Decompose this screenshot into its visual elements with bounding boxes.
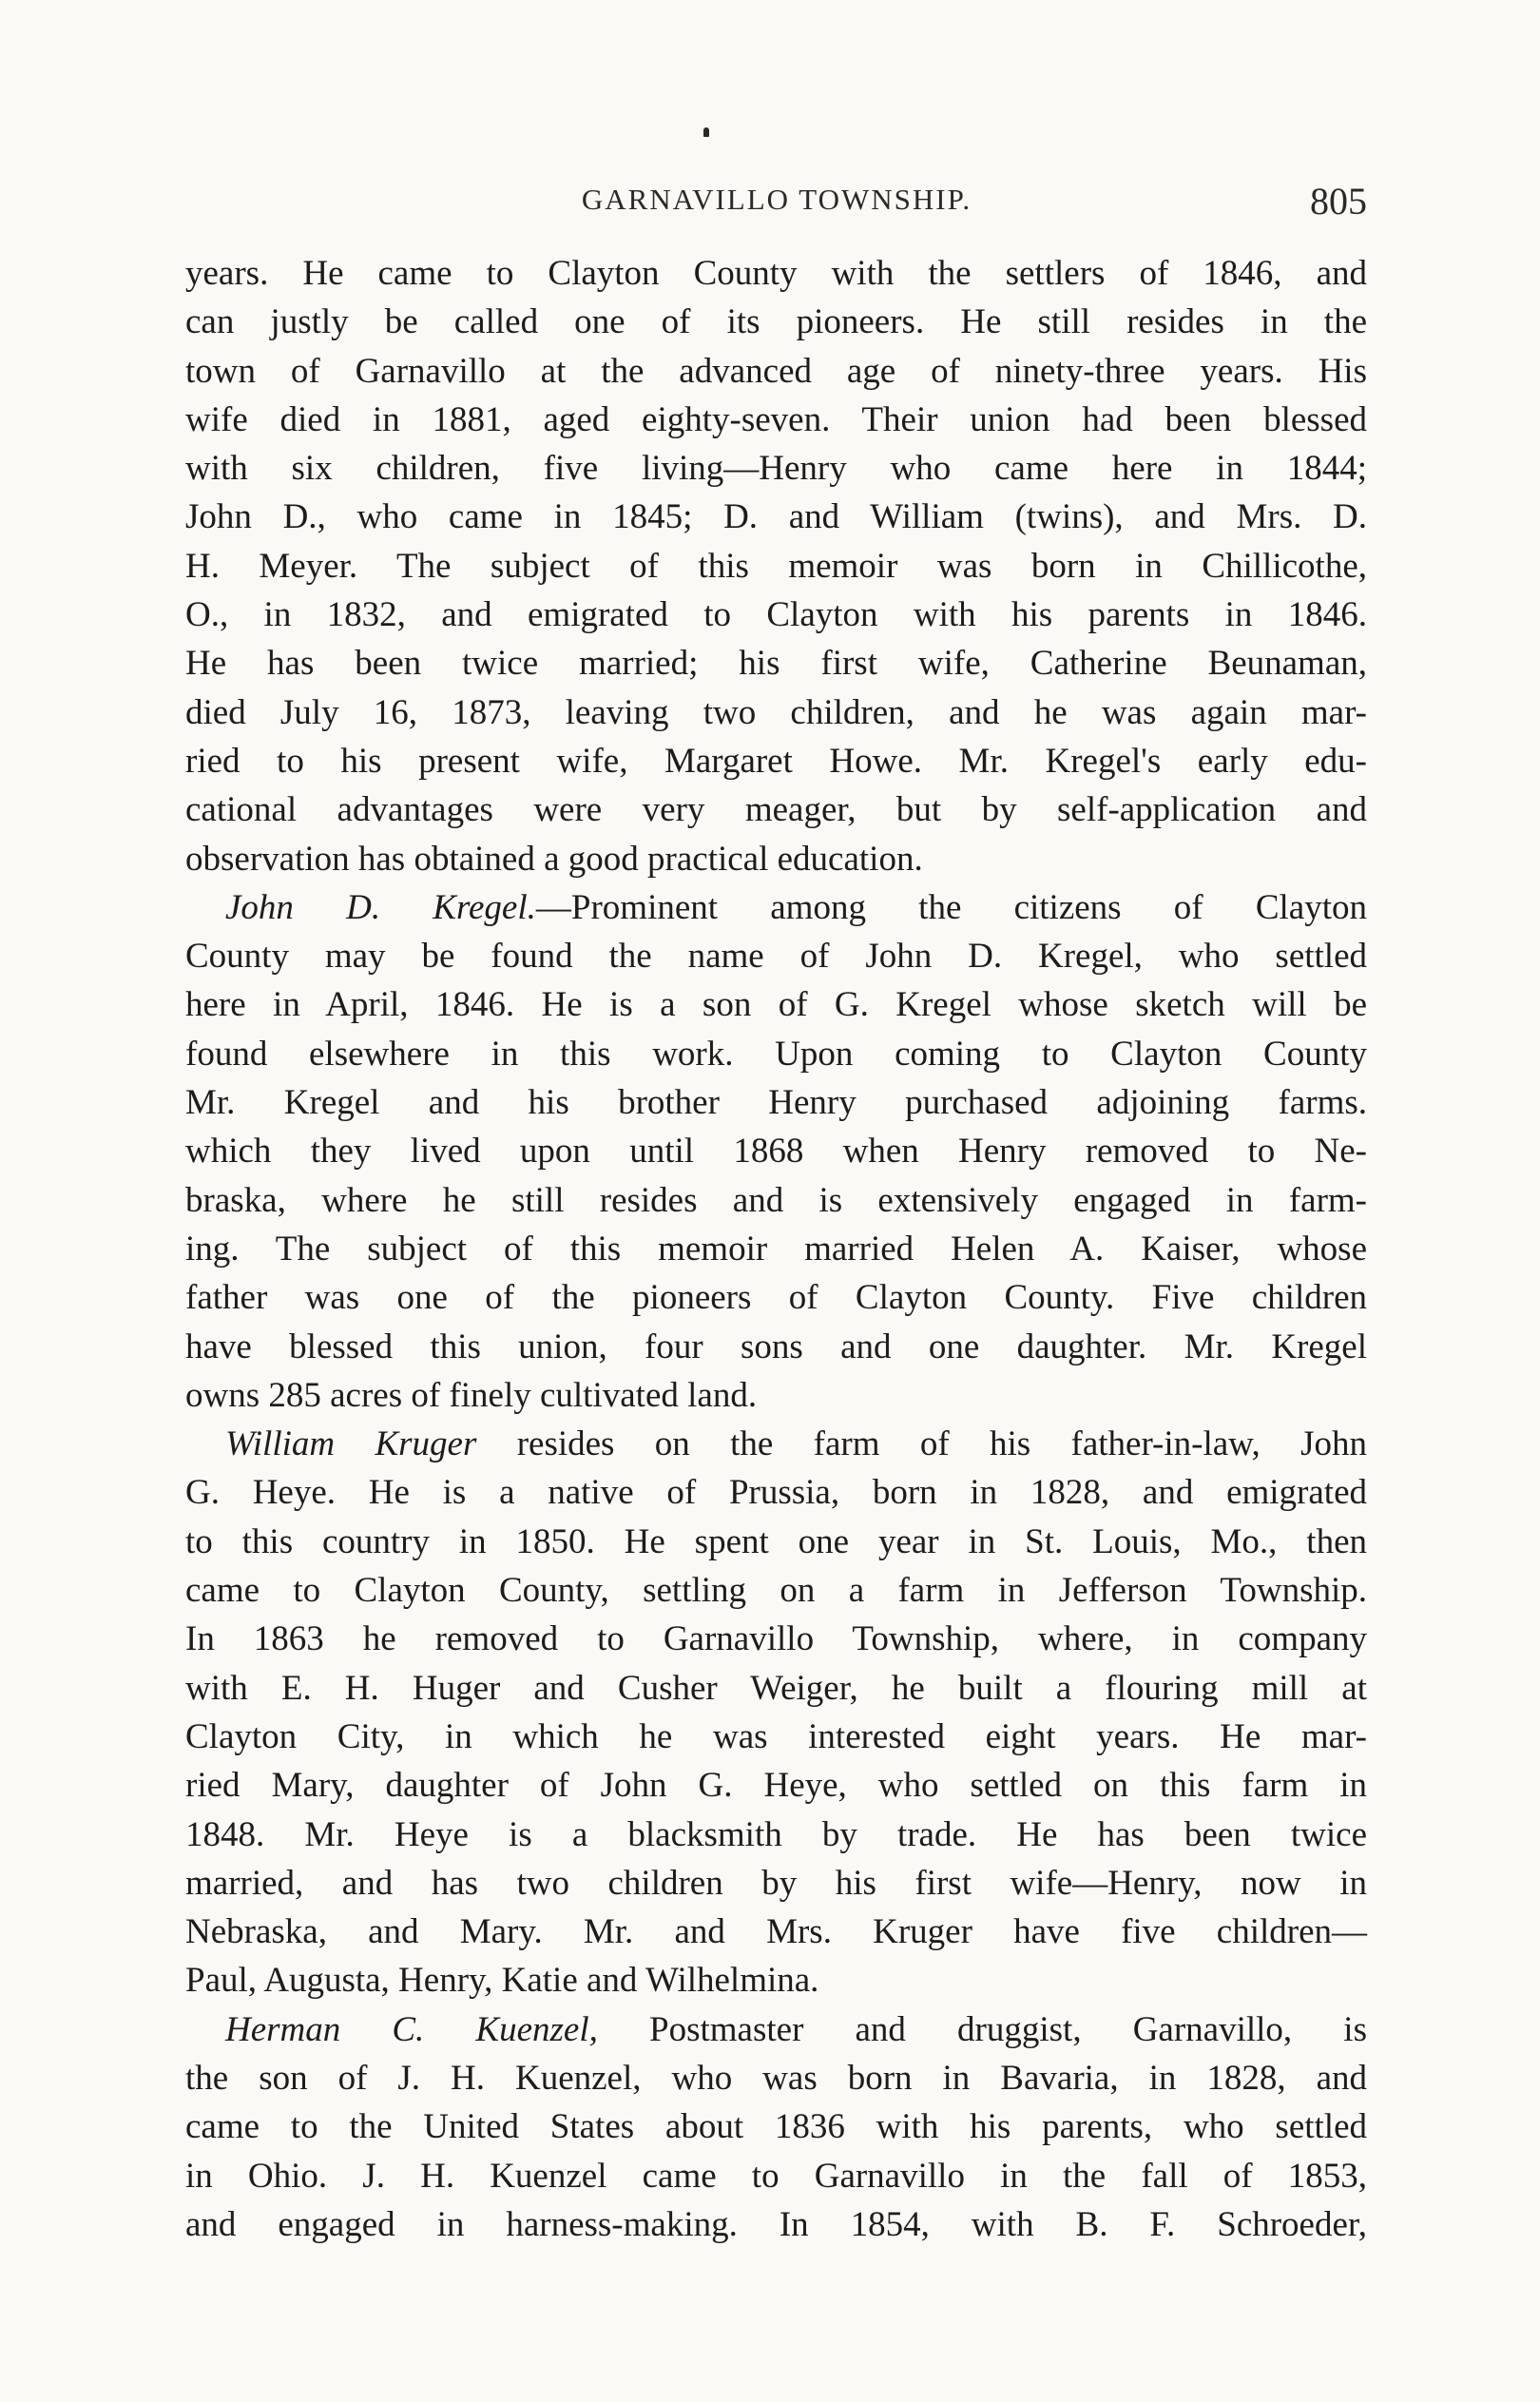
- text-line: [185, 835, 1367, 883]
- line-text: resides on the farm of his father-in-law, John: [476, 1424, 1367, 1464]
- text-line: [185, 1176, 1367, 1225]
- line-text: to this country in 1850. He spent one year in St. Louis, Mo., then: [185, 1521, 1367, 1561]
- text-line: [185, 737, 1367, 785]
- line-text: ried to his present wife, Margaret Howe. Mr. Kregel's early edu-: [185, 741, 1367, 781]
- text-line: [185, 249, 1367, 298]
- line-text: in Ohio. J. H. Kuenzel came to Garnavillo in the fall of 1853,: [185, 2156, 1367, 2196]
- line-text: years. He came to Clayton County with the settlers of 1846, and: [185, 254, 1367, 293]
- text-line: [185, 1273, 1367, 1322]
- text-line: [185, 1030, 1367, 1078]
- line-text: —Prominent among the citizens of Clayton: [535, 887, 1367, 927]
- line-text: braska, where he still resides and is extensively engaged in farm-: [185, 1180, 1367, 1220]
- text-line: [185, 1908, 1367, 1956]
- text-line: [185, 444, 1367, 493]
- running-head: [186, 179, 1367, 226]
- line-text: have blessed this union, four sons and one daughter. Mr. Kregel: [185, 1327, 1367, 1366]
- person-name: Herman C. Kuenzel,: [225, 2009, 598, 2049]
- text-line: [185, 932, 1367, 980]
- line-text: father was one of the pioneers of Clayton County. Five children: [185, 1278, 1367, 1318]
- text-line: [185, 2102, 1367, 2151]
- page-number: 805: [1310, 180, 1367, 223]
- text-line: [185, 2054, 1367, 2102]
- text-line: [185, 1371, 1367, 1420]
- line-text: died July 16, 1873, leaving two children, and he was again mar-: [185, 692, 1367, 732]
- line-text: wife died in 1881, aged eighty-seven. Their union had been blessed: [185, 399, 1367, 439]
- text-line: [185, 688, 1367, 737]
- text-line: [185, 980, 1367, 1029]
- line-text: G. Heye. He is a native of Prussia, born in 1828, and emigrated: [185, 1473, 1367, 1513]
- text-line: [185, 591, 1367, 639]
- line-text: observation has obtained a good practical education.: [185, 839, 923, 879]
- text-line: [185, 493, 1367, 541]
- text-line: [185, 1127, 1367, 1175]
- line-text: He has been twice married; his first wife, Catherine Beunaman,: [185, 644, 1367, 684]
- text-line: [185, 883, 1367, 932]
- line-text: with E. H. Huger and Cusher Weiger, he built a flouring mill at: [185, 1668, 1367, 1708]
- running-title: GARNAVILLO TOWNSHIP.: [581, 183, 972, 216]
- line-text: owns 285 acres of finely cultivated land.: [185, 1375, 758, 1415]
- line-text: came to Clayton County, settling on a farm in Jefferson Township.: [185, 1571, 1367, 1611]
- text-line: [185, 785, 1367, 834]
- line-text: Paul, Augusta, Henry, Katie and Wilhelmina.: [185, 1961, 819, 2001]
- line-text: 1848. Mr. Heye is a blacksmith by trade. He has been twice: [185, 1814, 1367, 1854]
- line-text: John D., who came in 1845; D. and William (twins), and Mrs. D.: [185, 497, 1367, 537]
- line-text: came to the United States about 1836 with his parents, who settled: [185, 2107, 1367, 2147]
- text-line: [185, 1225, 1367, 1273]
- text-line: [185, 1859, 1367, 1908]
- line-text: and engaged in harness-making. In 1854, with B. F. Schroeder,: [185, 2204, 1367, 2244]
- line-text: ing. The subject of this memoir married Helen A. Kaiser, whose: [185, 1229, 1367, 1269]
- line-text: Nebraska, and Mary. Mr. and Mrs. Kruger have five children—: [185, 1912, 1367, 1952]
- line-text: here in April, 1846. He is a son of G. Kregel whose sketch will be: [185, 985, 1367, 1025]
- line-text: with six children, five living—Henry who came here in 1844;: [185, 449, 1367, 489]
- text-line: [185, 1518, 1367, 1566]
- text-line: [185, 542, 1367, 591]
- line-text: ried Mary, daughter of John G. Heye, who settled on this farm in: [185, 1766, 1367, 1806]
- text-line: [185, 1566, 1367, 1615]
- text-line: [185, 1761, 1367, 1810]
- text-line: [185, 1713, 1367, 1761]
- text-line: [185, 1323, 1367, 1371]
- text-line: [185, 1420, 1367, 1468]
- line-text: married, and has two children by his first wife—Henry, now in: [185, 1863, 1367, 1903]
- line-text: town of Garnavillo at the advanced age of ninety-three years. His: [185, 351, 1367, 391]
- text-line: [185, 347, 1367, 396]
- line-text: which they lived upon until 1868 when Henry removed to Ne-: [185, 1132, 1367, 1172]
- text-line: [185, 1078, 1367, 1127]
- text-line: [185, 2005, 1367, 2054]
- line-text: cational advantages were very meager, but by self-application and: [185, 790, 1367, 830]
- person-name: John D. Kregel.: [225, 887, 536, 927]
- line-text: County may be found the name of John D. Kregel, who settled: [185, 937, 1367, 977]
- person-name: William Kruger: [225, 1424, 477, 1464]
- text-line: [185, 1664, 1367, 1713]
- text-line: [185, 1468, 1367, 1517]
- line-text: the son of J. H. Kuenzel, who was born in Bavaria, in 1828, and: [185, 2058, 1367, 2098]
- text-line: [185, 2200, 1367, 2249]
- line-text: O., in 1832, and emigrated to Clayton with his parents in 1846.: [185, 595, 1367, 635]
- text-line: [185, 298, 1367, 346]
- ink-speck: [703, 127, 709, 137]
- body-text: [185, 249, 1367, 2249]
- line-text: H. Meyer. The subject of this memoir was born in Chillicothe,: [185, 546, 1367, 586]
- text-line: [185, 396, 1367, 444]
- text-line: [185, 1956, 1367, 2005]
- line-text: Clayton City, in which he was interested eight years. He mar-: [185, 1716, 1367, 1756]
- text-line: [185, 1811, 1367, 1859]
- line-text: Mr. Kregel and his brother Henry purchased adjoining farms.: [185, 1083, 1367, 1123]
- line-text: In 1863 he removed to Garnavillo Township, where, in company: [185, 1619, 1367, 1659]
- line-text: can justly be called one of its pioneers. He still resides in the: [185, 302, 1367, 342]
- line-text: found elsewhere in this work. Upon coming to Clayton County: [185, 1034, 1367, 1074]
- text-line: [185, 2152, 1367, 2200]
- line-text: Postmaster and druggist, Garnavillo, is: [597, 2009, 1367, 2049]
- text-line: [185, 1615, 1367, 1663]
- text-line: [185, 639, 1367, 688]
